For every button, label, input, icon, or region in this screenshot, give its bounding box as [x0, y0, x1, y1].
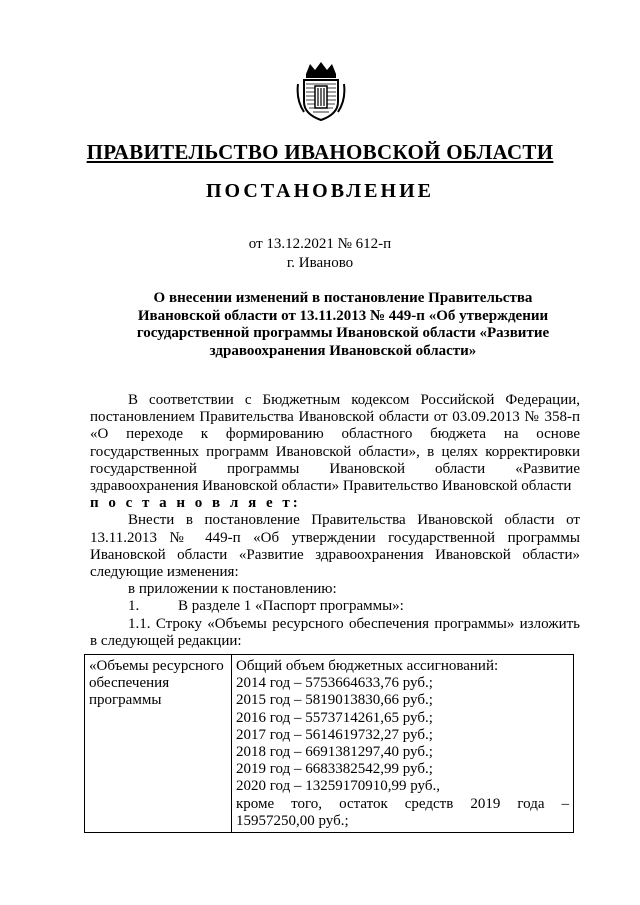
document-date-number: от 13.12.2021 № 612-п	[248, 236, 392, 252]
item-1	[90, 598, 580, 615]
document-city: г. Иваново	[286, 255, 354, 271]
document-subject: О внесении изменений в постановление Правительства Ивановской области от 13.11.2013 № 449-п «Об утверждении государственной программы Ивановской области «Развитие здравоохранения Ивановской области»	[136, 290, 550, 359]
appendix-paragraph: в приложении к постановлению:	[128, 581, 337, 598]
table-label-line: программы	[89, 692, 162, 709]
table-label-line: «Объемы ресурсного	[89, 658, 224, 674]
amendment-paragraph: Внести в постановление Правительства Ивановской области от 13.11.2013 № 449-п «Об утверждении государственной программы Ивановской области «Развитие здравоохранения Ивановской области» следующие изменения:	[90, 512, 580, 581]
table-value-line: 2014 год – 5753664633,76 руб.;	[236, 675, 433, 692]
document-type: ПОСТАНОВЛЕНИЕ	[206, 180, 434, 202]
table-value-line: 2017 год – 5614619732,27 руб.;	[236, 726, 433, 743]
item-1-text: В разделе 1 «Паспорт программы»:	[178, 598, 404, 615]
table-row	[85, 655, 574, 833]
table-value-line: 15957250,00 руб.;	[236, 812, 349, 829]
table-value-line: 2019 год – 6683382542,99 руб.;	[236, 761, 433, 778]
decrees-word: п о с т а н о в л я е т:	[90, 495, 301, 512]
table-value-line: кроме того, остаток средств 2019 года –	[236, 795, 569, 812]
item-1-number: 1.	[128, 598, 140, 615]
item-1-1-number: 1.1.	[128, 615, 151, 632]
table-value-line: 2018 год – 6691381297,40 руб.;	[236, 744, 433, 761]
resource-table	[84, 654, 574, 833]
table-value-line: 2015 год – 5819013830,66 руб.;	[236, 692, 433, 709]
item-1-1	[90, 616, 580, 650]
organization-name: ПРАВИТЕЛЬСТВО ИВАНОВСКОЙ ОБЛАСТИ	[86, 140, 554, 164]
ivanovo-coat-of-arms-icon	[296, 60, 346, 122]
table-label-cell	[85, 655, 232, 833]
table-label-line: обеспечения	[89, 675, 170, 692]
preamble-paragraph: В соответствии с Бюджетным кодексом Российской Федерации, постановлением Правительства Ивановской области от 03.09.2013 № 358-п «О переходе к формированию областного бюджета на основе государственных программ Ивановской области», в целях корректировки государственной программы Ивановской области «Развитие здравоохранения Ивановской области» Правительство Ивановской области	[90, 392, 580, 495]
table-value-line: Общий объем бюджетных ассигнований:	[236, 658, 499, 674]
table-value-cell	[232, 655, 574, 833]
table-value-line: 2020 год – 13259170910,99 руб.,	[236, 778, 440, 795]
table-value-line: 2016 год – 5573714261,65 руб.;	[236, 709, 433, 726]
document-body	[90, 392, 580, 650]
item-1-1-text: Строку «Объемы ресурсного обеспечения программы» изложить в следующей редакции:	[90, 615, 581, 649]
